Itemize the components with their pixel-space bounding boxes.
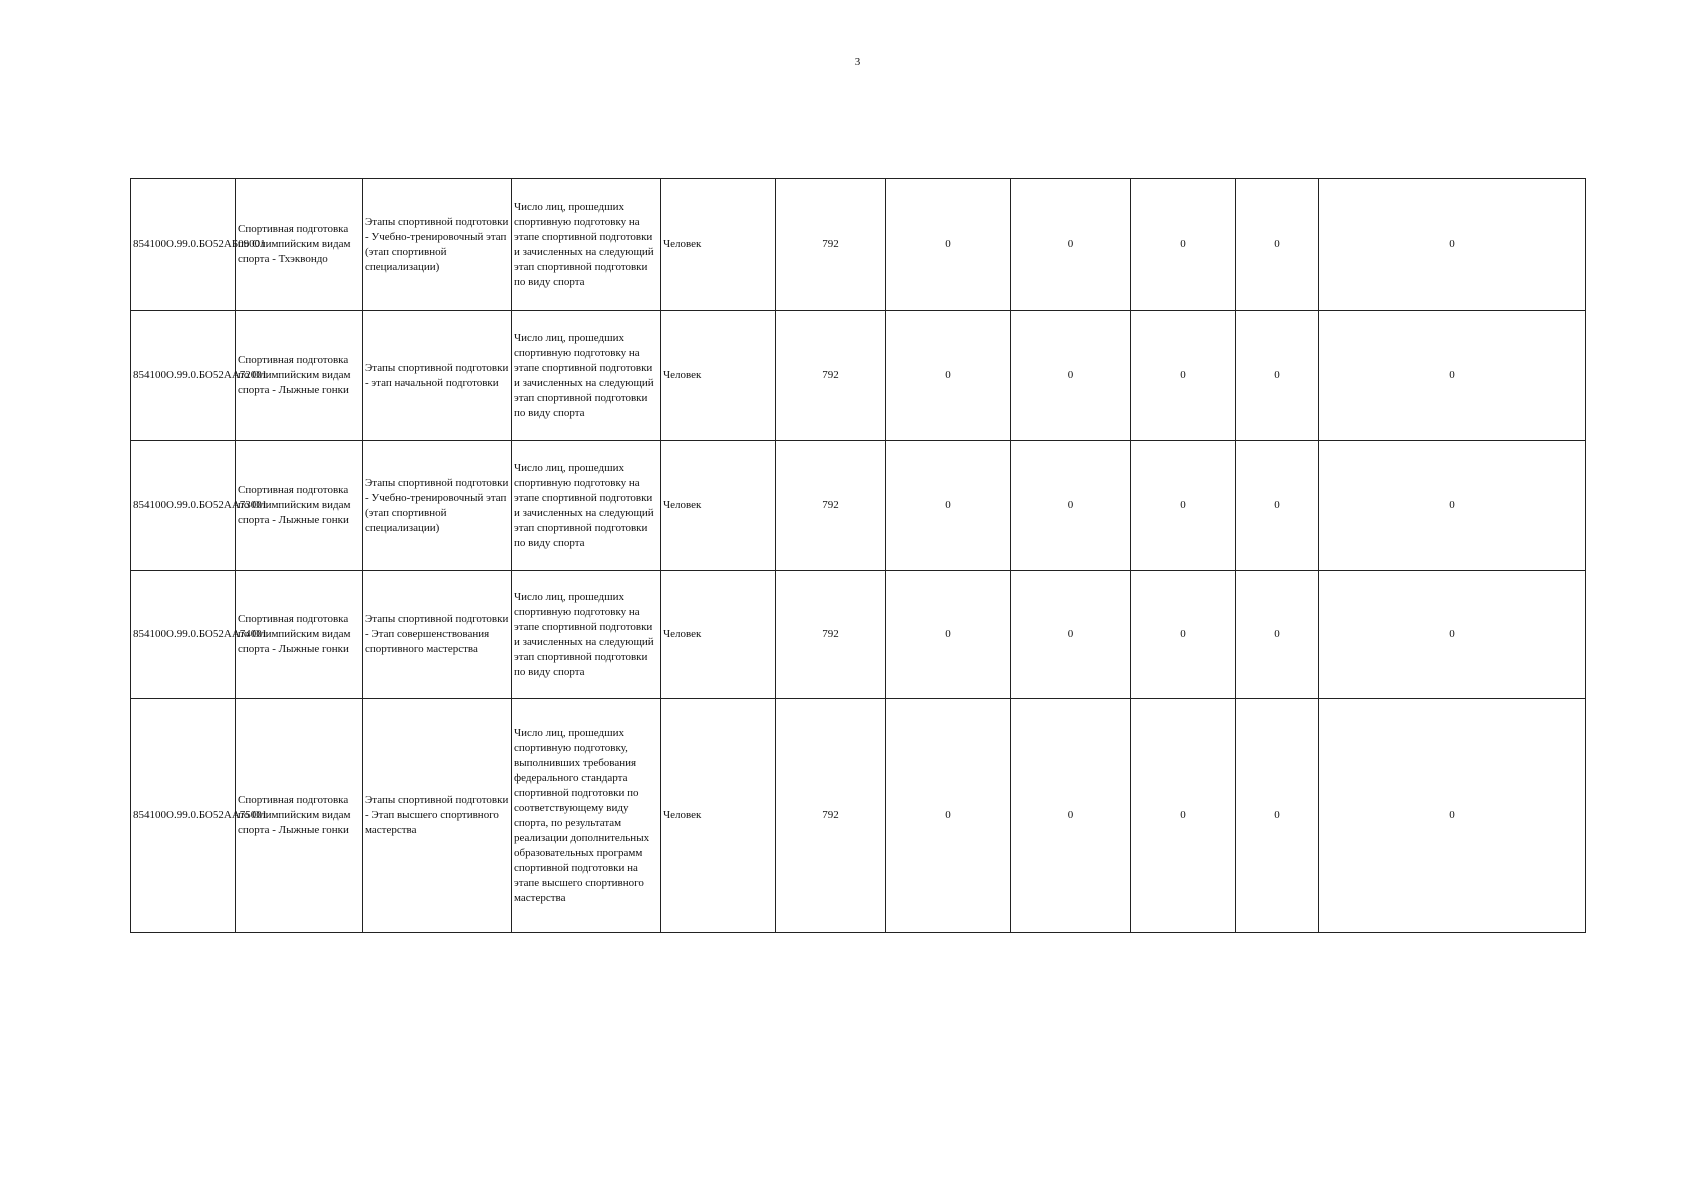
unit-name: Человек [661, 571, 776, 699]
value-cell: 0 [1131, 571, 1236, 699]
registry-code: 854100О.99.0.БО52АБ09001 [131, 179, 236, 311]
value-cell: 0 [886, 571, 1011, 699]
value-cell: 0 [1011, 179, 1131, 311]
table-row [131, 571, 1586, 699]
value-cell: 0 [1236, 311, 1319, 441]
value-cell: 0 [1131, 311, 1236, 441]
okei-code: 792 [776, 571, 886, 699]
table-row [131, 179, 1586, 311]
value-cell: 0 [1011, 699, 1131, 933]
table-row [131, 699, 1586, 933]
value-cell: 0 [886, 699, 1011, 933]
training-stage: Этапы спортивной подготовки - Учебно-тренировочный этап (этап спортивной специализации) [363, 441, 512, 571]
unit-name: Человек [661, 311, 776, 441]
value-cell: 0 [1011, 571, 1131, 699]
value-cell: 0 [1319, 699, 1586, 933]
okei-code: 792 [776, 311, 886, 441]
registry-code: 854100О.99.0.БО52АА72001 [131, 311, 236, 441]
value-cell: 0 [1319, 179, 1586, 311]
indicator-name: Число лиц, прошедших спортивную подготовку на этапе спортивной подготовки и зачисленных на следующий этап спортивной подготовки по виду спорта [512, 311, 661, 441]
value-cell: 0 [1131, 179, 1236, 311]
value-cell: 0 [886, 441, 1011, 571]
okei-code: 792 [776, 441, 886, 571]
registry-code: 854100О.99.0.БО52АА75001 [131, 699, 236, 933]
unit-name: Человек [661, 441, 776, 571]
service-name: Спортивная подготовка по Олимпийским видам спорта - Лыжные гонки [236, 441, 363, 571]
service-name: Спортивная подготовка по Олимпийским видам спорта - Лыжные гонки [236, 311, 363, 441]
service-name: Спортивная подготовка по Олимпийским видам спорта - Тхэквондо [236, 179, 363, 311]
value-cell: 0 [1011, 441, 1131, 571]
registry-code: 854100О.99.0.БО52АА74001 [131, 571, 236, 699]
okei-code: 792 [776, 699, 886, 933]
indicator-name: Число лиц, прошедших спортивную подготовку на этапе спортивной подготовки и зачисленных на следующий этап спортивной подготовки по виду спорта [512, 571, 661, 699]
unit-name: Человек [661, 699, 776, 933]
value-cell: 0 [1011, 311, 1131, 441]
table-row [131, 441, 1586, 571]
value-cell: 0 [1131, 699, 1236, 933]
service-name: Спортивная подготовка по Олимпийским видам спорта - Лыжные гонки [236, 571, 363, 699]
indicator-name: Число лиц, прошедших спортивную подготовку на этапе спортивной подготовки и зачисленных на следующий этап спортивной подготовки по виду спорта [512, 441, 661, 571]
report-table [130, 178, 1586, 933]
training-stage: Этапы спортивной подготовки - этап начальной подготовки [363, 311, 512, 441]
page-number: 3 [854, 56, 861, 68]
okei-code: 792 [776, 179, 886, 311]
table-row [131, 311, 1586, 441]
value-cell: 0 [1131, 441, 1236, 571]
unit-name: Человек [661, 179, 776, 311]
value-cell: 0 [1236, 441, 1319, 571]
training-stage: Этапы спортивной подготовки - Этап высшего спортивного мастерства [363, 699, 512, 933]
value-cell: 0 [1236, 179, 1319, 311]
value-cell: 0 [1319, 441, 1586, 571]
training-stage: Этапы спортивной подготовки - Учебно-тренировочный этап (этап спортивной специализации) [363, 179, 512, 311]
value-cell: 0 [1236, 699, 1319, 933]
value-cell: 0 [886, 311, 1011, 441]
indicator-name: Число лиц, прошедших спортивную подготовку, выполнивших требования федерального стандарта спортивной подготовки по соответствующему виду спорта, по результатам реализации дополнительных образовательных программ спортивной подготовки на этапе высшего спортивного мастерства [512, 699, 661, 933]
registry-code: 854100О.99.0.БО52АА73001 [131, 441, 236, 571]
value-cell: 0 [1319, 571, 1586, 699]
indicator-name: Число лиц, прошедших спортивную подготовку на этапе спортивной подготовки и зачисленных на следующий этап спортивной подготовки по виду спорта [512, 179, 661, 311]
value-cell: 0 [1319, 311, 1586, 441]
service-name: Спортивная подготовка по Олимпийским видам спорта - Лыжные гонки [236, 699, 363, 933]
value-cell: 0 [1236, 571, 1319, 699]
value-cell: 0 [886, 179, 1011, 311]
training-stage: Этапы спортивной подготовки - Этап совершенствования спортивного мастерства [363, 571, 512, 699]
